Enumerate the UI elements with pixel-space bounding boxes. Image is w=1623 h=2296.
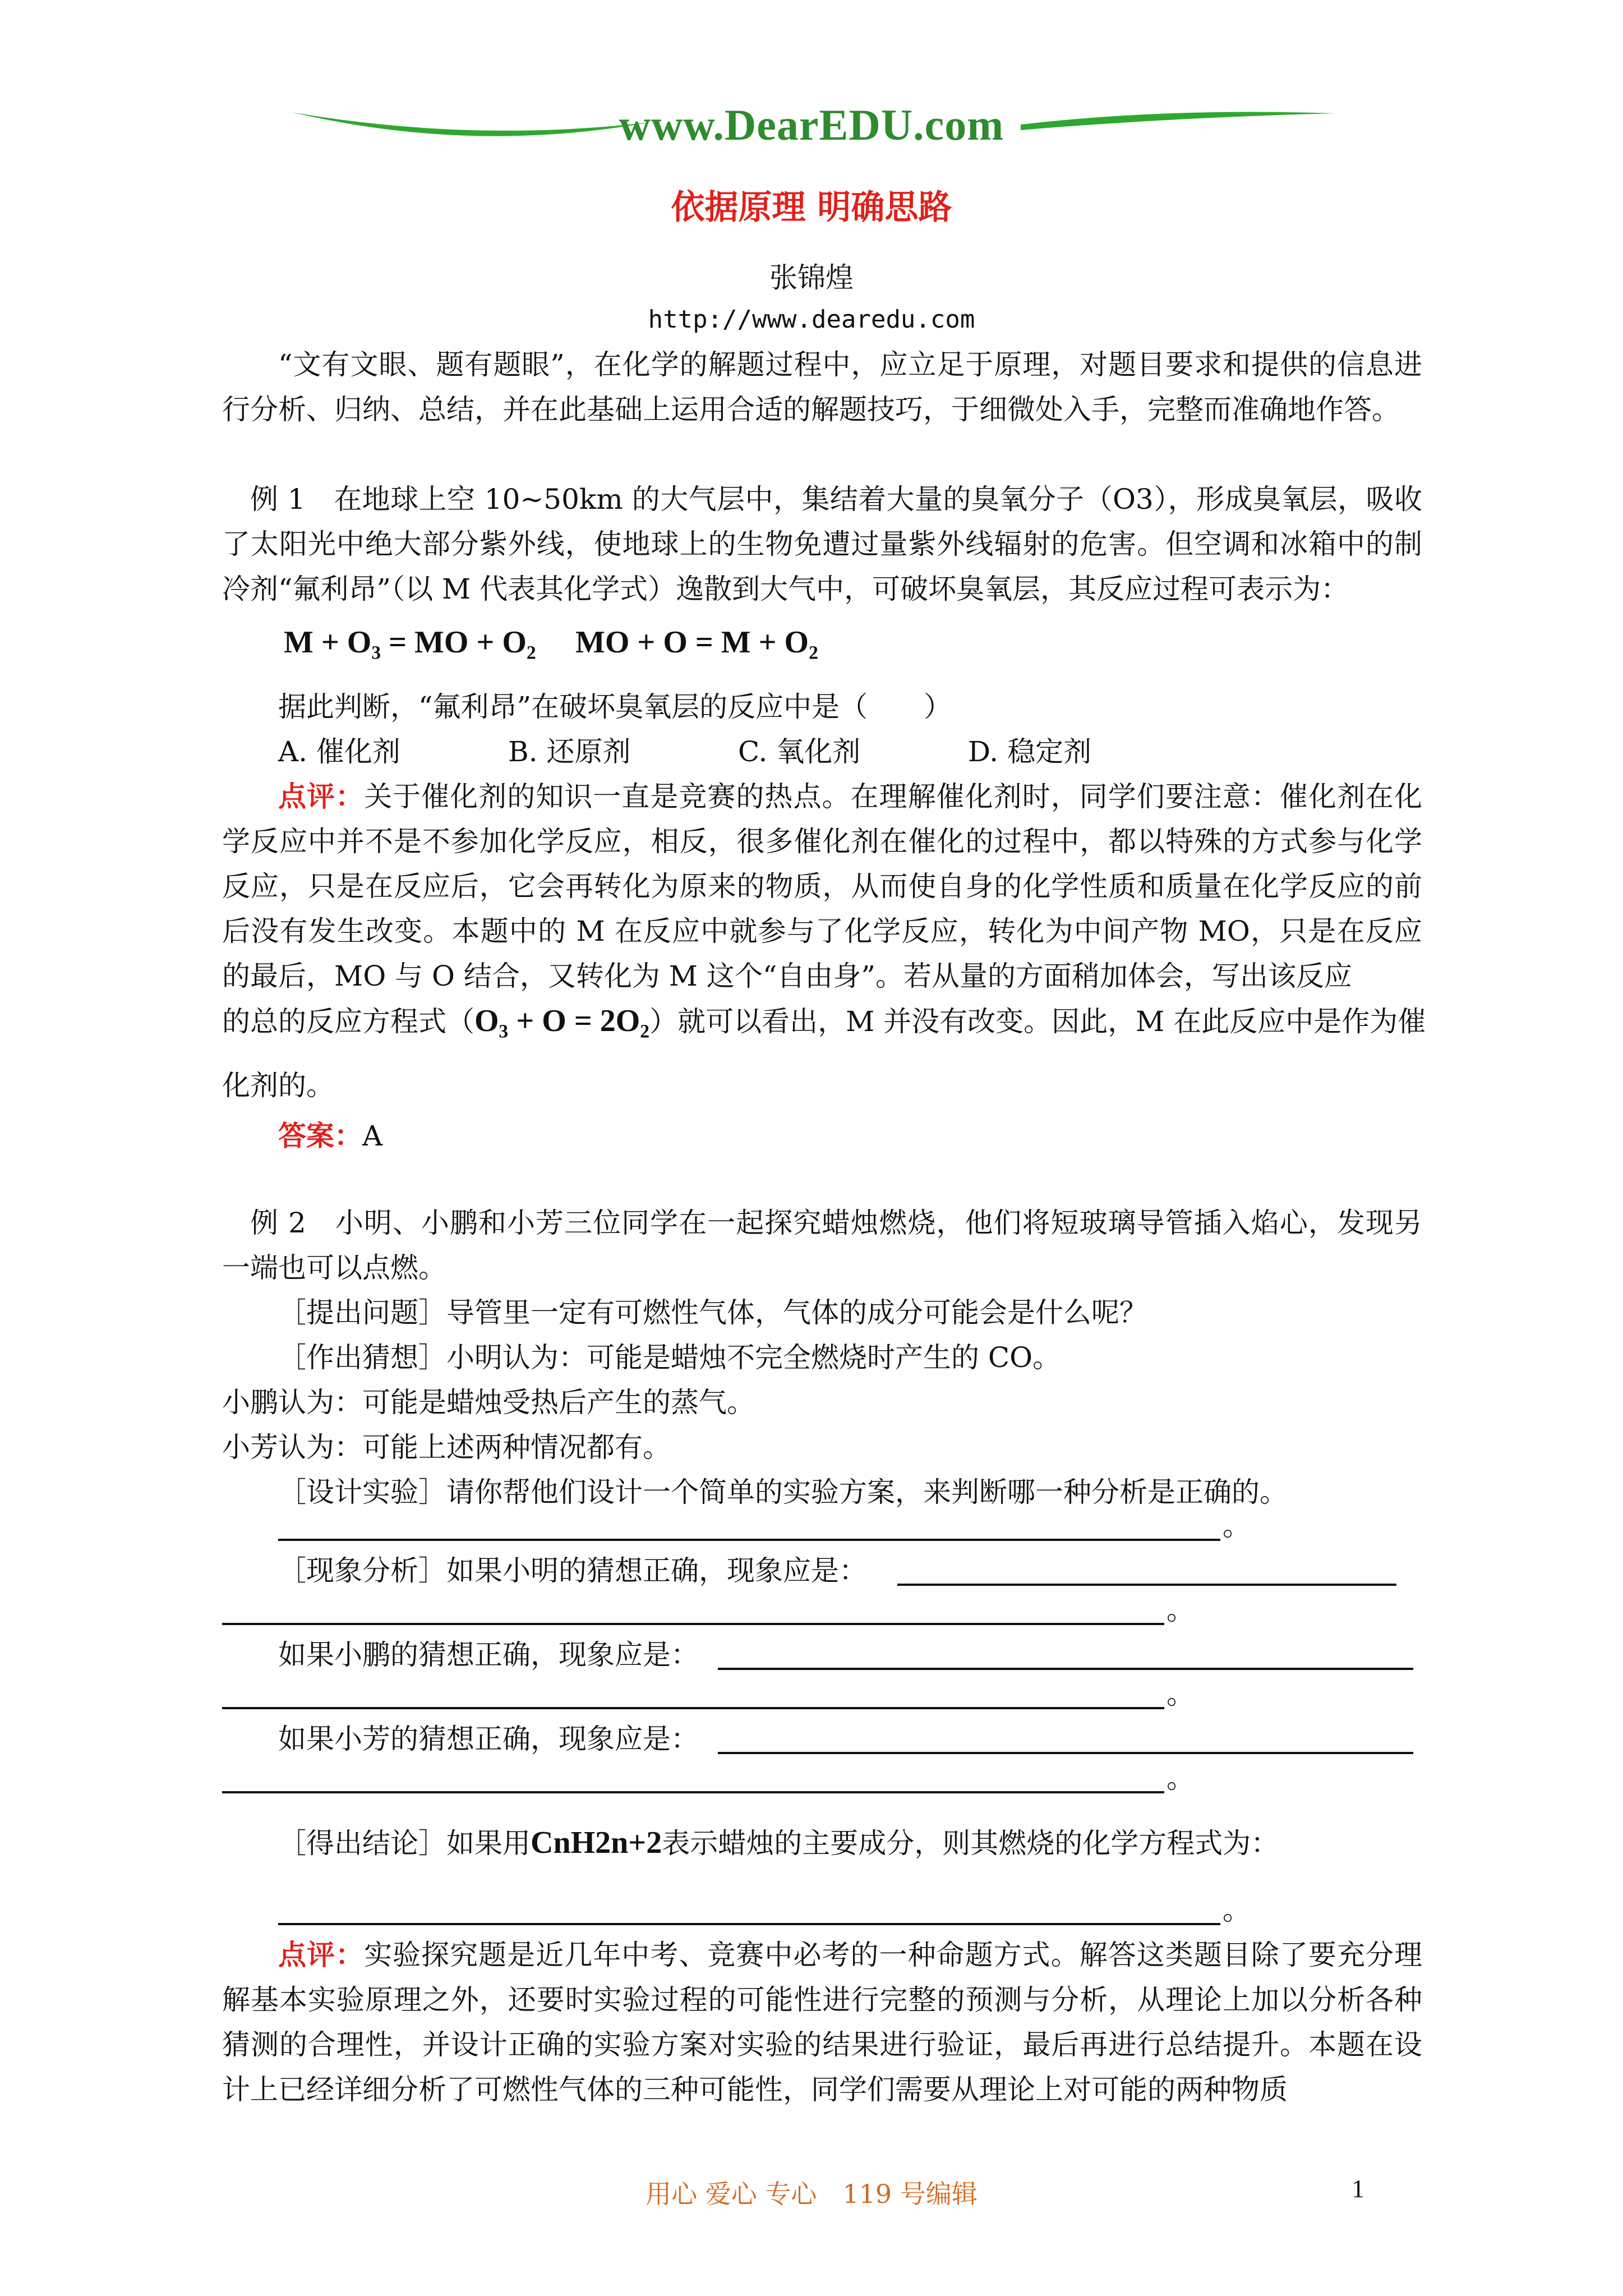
- example1-question: 据此判断，“氟利昂”在破坏臭氧层的反应中是（ ）: [278, 691, 952, 723]
- guess-xiaopeng: 小鹏认为：可能是蜡烛受热后产生的蒸气。: [222, 1386, 755, 1419]
- period-5: 。: [1223, 1894, 1251, 1926]
- comment-label: 点评：: [278, 780, 365, 813]
- example1-paragraph: 例 1 在地球上空 10~50km 的大气层中，集结着大量的臭氧分子（O3），形成臭氧层，吸收了太阳光中绝大部分紫外线，使地球上的生物免遭过量紫外线辐射的危害。但空调和冰箱中的制冷剂“氟利昂”（以 M 代表其化学式）逸散到大气中，可破坏臭氧层，其反应过程可表示为：: [222, 483, 1422, 605]
- period-1: 。: [1223, 1510, 1251, 1542]
- answer-blank-3a[interactable]: [718, 1668, 1413, 1670]
- equation-1: M + O₃ = MO + O₂: [284, 625, 536, 660]
- phenomenon-xiaoming: ［现象分析］如果小明的猜想正确，现象应是：: [278, 1554, 867, 1587]
- option-a: A. 催化剂: [278, 735, 400, 768]
- comment-text: 关于催化剂的知识一直是竞赛的热点。在理解催化剂时，同学们要注意：催化剂在化学反应中并不是不参加化学反应，相反，很多催化剂在催化的过程中，都以特殊的方式参与化学反应，只是在反应后，它会再转化为原来的物质，从而使自身的化学性质和质量在化学反应的前后没有发生改变。本题中的 M 在反应中就参与了化学反应，转化为中间产物 MO，只是在反应的最后，MO 与 O 结合，又转化为 M 这个“自由身”。若从量的方面稍加体会，写出该反应: [222, 780, 1422, 992]
- intro-paragraph: “文有文眼、题有题眼”，在化学的解题过程中，应立足于原理，对题目要求和提供的信息进行分析、归纳、总结，并在此基础上运用合适的解题技巧，于细微处入手，完整而准确地作答。: [222, 348, 1422, 426]
- make-guess: ［作出猜想］小明认为：可能是蜡烛不完全燃烧时产生的 CO。: [278, 1341, 1061, 1374]
- comment2-text: 实验探究题是近几年中考、竞赛中必考的一种命题方式。解答这类题目除了要充分理解基本实验原理之外，还要时实验过程的可能性进行完整的预测与分析，从理论上加以分析各种猜测的合理性，并设计正确的实验方案对实验的结果进行验证，最后再进行总结提升。本题在设计上已经详细分析了可燃性气体的三种可能性，同学们需要从理论上对可能的两种物质: [222, 1939, 1422, 2106]
- example1-comment: [222, 774, 1422, 999]
- phenomenon-xiaopeng: 如果小鹏的猜想正确，现象应是：: [278, 1639, 699, 1671]
- phenomenon-xiaofang: 如果小芳的猜想正确，现象应是：: [278, 1723, 699, 1755]
- conclusion: [278, 1820, 1279, 1866]
- source-url: http://www.dearedu.com: [648, 305, 975, 334]
- answer-label: 答案：: [278, 1119, 362, 1152]
- conclusion-a: ［得出结论］如果用: [278, 1827, 531, 1860]
- answer-blank-2b[interactable]: [222, 1623, 1164, 1625]
- page-title: 依据原理 明确思路: [671, 188, 952, 227]
- site-logo: www.DearEDU.com: [619, 100, 1004, 149]
- period-3: 。: [1166, 1678, 1195, 1710]
- example2-comment: [222, 1932, 1422, 2112]
- answer-value: A: [362, 1120, 383, 1152]
- answer-blank-4b[interactable]: [222, 1791, 1164, 1793]
- answer-line: [278, 1114, 382, 1158]
- guess-xiaofang: 小芳认为：可能上述两种情况都有。: [222, 1431, 671, 1464]
- option-d: D. 稳定剂: [968, 735, 1092, 768]
- wax-formula: CnH2n+2: [531, 1825, 662, 1860]
- answer-blank-1[interactable]: [278, 1539, 1220, 1541]
- period-2: 。: [1166, 1594, 1195, 1626]
- raise-question: ［提出问题］导管里一定有可燃性气体，气体的成分可能会是什么呢？: [278, 1296, 1147, 1329]
- answer-blank-2a[interactable]: [897, 1584, 1396, 1586]
- author: 张锦煌: [769, 261, 854, 294]
- comment-2a: 的总的反应方程式（: [222, 1005, 474, 1038]
- page-number: 1: [1352, 2174, 1364, 2203]
- comment-line-2: [222, 999, 1426, 1044]
- example2-paragraph: 例 2 小明、小鹏和小芳三位同学在一起探究蜡烛燃烧，他们将短玻璃导管插入焰心，发现另一端也可以点燃。: [222, 1207, 1422, 1284]
- comment-line-3: 化剂的。: [222, 1069, 334, 1102]
- answer-blank-4a[interactable]: [718, 1752, 1413, 1754]
- comment2-label: 点评：: [278, 1938, 365, 1971]
- answer-blank-5[interactable]: [278, 1923, 1220, 1925]
- comment-2b: ）就可以看出，M 并没有改变。因此，M 在此反应中是作为催: [649, 1005, 1426, 1038]
- footer-text: 用心 爱心 专心 119 号编辑: [645, 2179, 978, 2209]
- equation-2: MO + O = M + O₂: [575, 625, 818, 660]
- option-c: C. 氧化剂: [738, 735, 861, 768]
- overall-equation: O₃ + O = 2O₂: [474, 1004, 650, 1038]
- period-4: 。: [1166, 1762, 1195, 1795]
- conclusion-b: 表示蜡烛的主要成分，则其燃烧的化学方程式为：: [662, 1827, 1279, 1860]
- option-b: B. 还原剂: [508, 735, 631, 768]
- design-experiment: ［设计实验］请你帮他们设计一个简单的实验方案，来判断哪一种分析是正确的。: [278, 1476, 1288, 1508]
- answer-blank-3b[interactable]: [222, 1707, 1164, 1709]
